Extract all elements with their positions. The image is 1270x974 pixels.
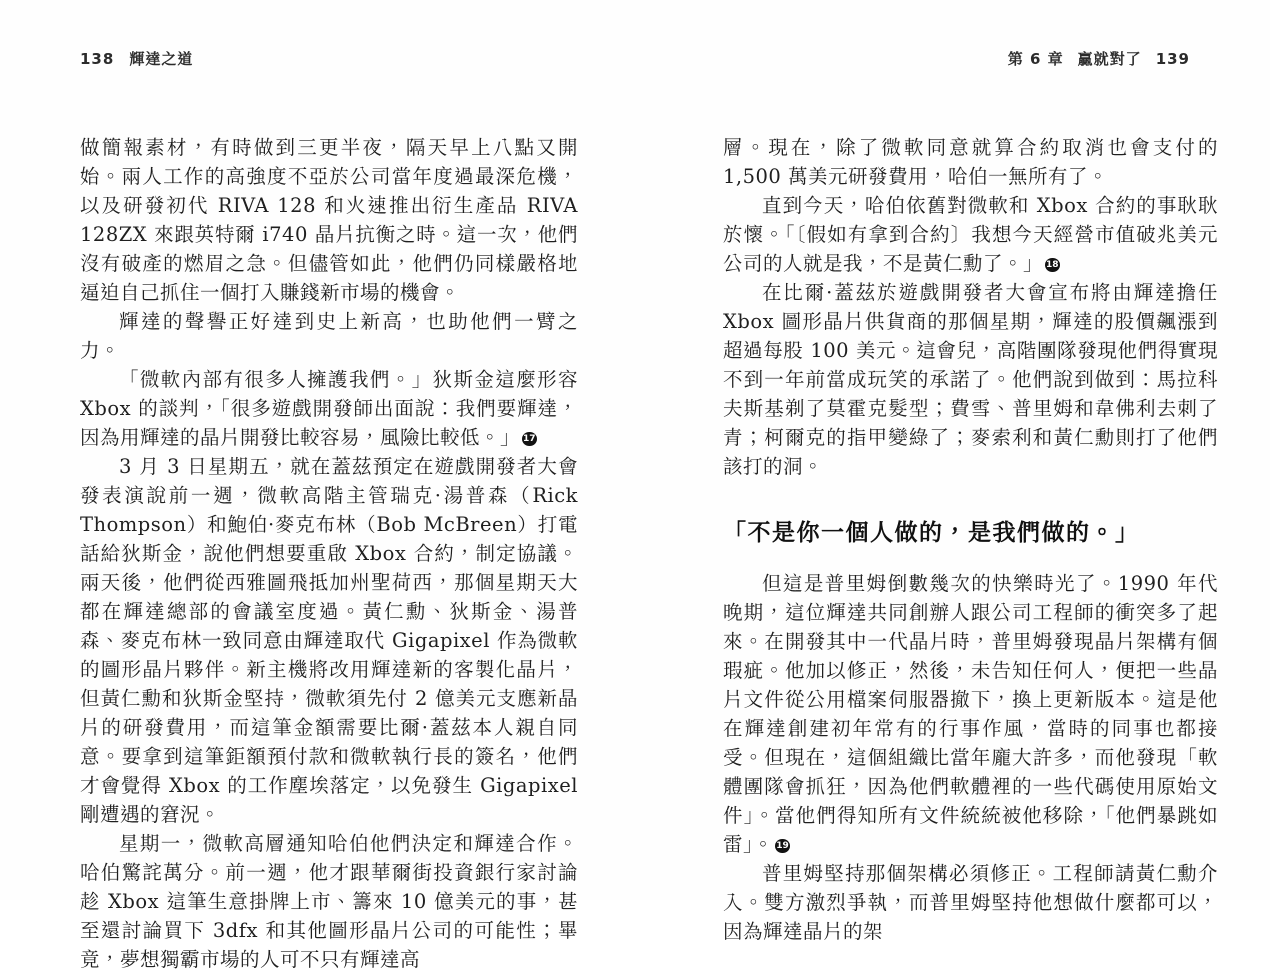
paragraph-text: 輝達的聲譽正好達到史上新高，也助他們一臂之力。 (80, 310, 578, 362)
page-left (0, 0, 635, 971)
paragraph (80, 829, 578, 974)
body-text-left (80, 133, 578, 974)
paragraph (723, 569, 1218, 859)
paragraph-text: 3 月 3 日星期五，就在蓋茲預定在遊戲開發者大會發表演說前一週，微軟高階主管瑞克·湯普森（Rick Thompson）和鮑伯·麥克布林（Bob McBreen）打電話給狄斯金，說他們想要重啟 Xbox 合約，制定協議。兩天後，他們從西雅圖飛抵加州聖荷西，那個星期天大都在輝達總部的會議室度過。黃仁勳、狄斯金、湯普森、麥克布林一致同意由輝達取代 Gigapixel 作為微軟的圖形晶片夥伴。新主機將改用輝達新的客製化晶片，但黃仁勳和狄斯金堅持，微軟須先付 2 億美元支應新晶片的研發費用，而這筆金額需要比爾·蓋茲本人親自同意。要拿到這筆鉅額預付款和微軟執行長的簽名，他們才會覺得 Xbox 的工作塵埃落定，以免發生 Gigapixel 剛遭遇的窘況。 (80, 455, 578, 826)
paragraph (723, 191, 1218, 278)
paragraph-text: 「微軟內部有很多人擁護我們。」狄斯金這麼形容 Xbox 的談判，「很多遊戲開發師出面說：我們要輝達，因為用輝達的晶片開發比較容易，風險比較低。」 (80, 368, 578, 449)
footnote-marker-19: 19 (776, 841, 789, 851)
paragraph-text: 普里姆堅持那個架構必須修正。工程師請黃仁勳介入。雙方激烈爭執，而普里姆堅持他想做什麼都可以，因為輝達晶片的架 (723, 862, 1218, 943)
body-text-right (723, 133, 1218, 946)
running-header-right (723, 48, 1218, 68)
running-header-left (80, 48, 578, 68)
page-number: 139 (1155, 50, 1190, 68)
paragraph (80, 365, 578, 452)
chapter-title: 贏就對了 (1077, 50, 1142, 68)
paragraph-text: 層。現在，除了微軟同意就算合約取消也會支付的 1,500 萬美元研發費用，哈伯一無所有了。 (723, 136, 1218, 188)
paragraph (80, 307, 578, 365)
chapter-label: 第 6 章 (1007, 50, 1064, 68)
page-right (635, 0, 1270, 943)
paragraph (723, 278, 1218, 481)
paragraph (723, 859, 1218, 946)
paragraph (80, 452, 578, 829)
paragraph (723, 133, 1218, 191)
paragraph-text: 做簡報素材，有時做到三更半夜，隔天早上八點又開始。兩人工作的高強度不亞於公司當年度過最深危機，以及研發初代 RIVA 128 和火速推出衍生產品 RIVA 128ZX 來跟英特爾 i740 晶片抗衡之時。這一次，他們沒有破產的燃眉之急。但儘管如此，他們仍同樣嚴格地逼迫自己抓住一個打入賺錢新市場的機會。 (80, 136, 578, 304)
paragraph-text: 但這是普里姆倒數幾次的快樂時光了。1990 年代晚期，這位輝達共同創辦人跟公司工程師的衝突多了起來。在開發其中一代晶片時，普里姆發現晶片架構有個瑕疵。他加以修正，然後，未告知任何人，便把一些晶片文件從公用檔案伺服器撤下，換上更新版本。這是他在輝達創建初年常有的行事作風，當時的同事也都接受。但現在，這個組織比當年龐大許多，而他發現「軟體團隊會抓狂，因為他們軟體裡的一些代碼使用原始文件」。當他們得知所有文件統統被他移除，「他們暴跳如雷」。 (723, 572, 1218, 856)
footnote-marker-18: 18 (1046, 260, 1059, 270)
paragraph-text: 星期一，微軟高層通知哈伯他們決定和輝達合作。哈伯驚詫萬分。前一週，他才跟華爾街投資銀行家討論趁 Xbox 這筆生意掛牌上市、籌來 10 億美元的事，甚至還討論買下 3dfx 和其他圖形晶片公司的可能性；畢竟，夢想獨霸市場的人可不只有輝達高 (80, 832, 578, 971)
footnote-marker-17: 17 (523, 434, 536, 444)
paragraph-text: 直到今天，哈伯依舊對微軟和 Xbox 合約的事耿耿於懷。「〔假如有拿到合約〕我想今天經營市值破兆美元公司的人就是我，不是黃仁勳了。」 (723, 194, 1218, 275)
section-heading: 「不是你一個人做的，是我們做的。」 (723, 520, 1140, 546)
paragraph (80, 133, 578, 307)
paragraph-text: 在比爾·蓋茲於遊戲開發者大會宣布將由輝達擔任 Xbox 圖形晶片供貨商的那個星期，輝達的股價飆漲到超過每股 100 美元。這會兒，高階團隊發現他們得實現不到一年前當成玩笑的承諾了。他們說到做到：馬拉科夫斯基剃了莫霍克髮型；費雪、普里姆和韋佛利去刺了青；柯爾克的指甲變綠了；麥索利和黃仁勳則打了他們該打的洞。 (723, 281, 1218, 478)
page-number: 138 (80, 50, 115, 68)
book-title: 輝達之道 (129, 50, 194, 68)
